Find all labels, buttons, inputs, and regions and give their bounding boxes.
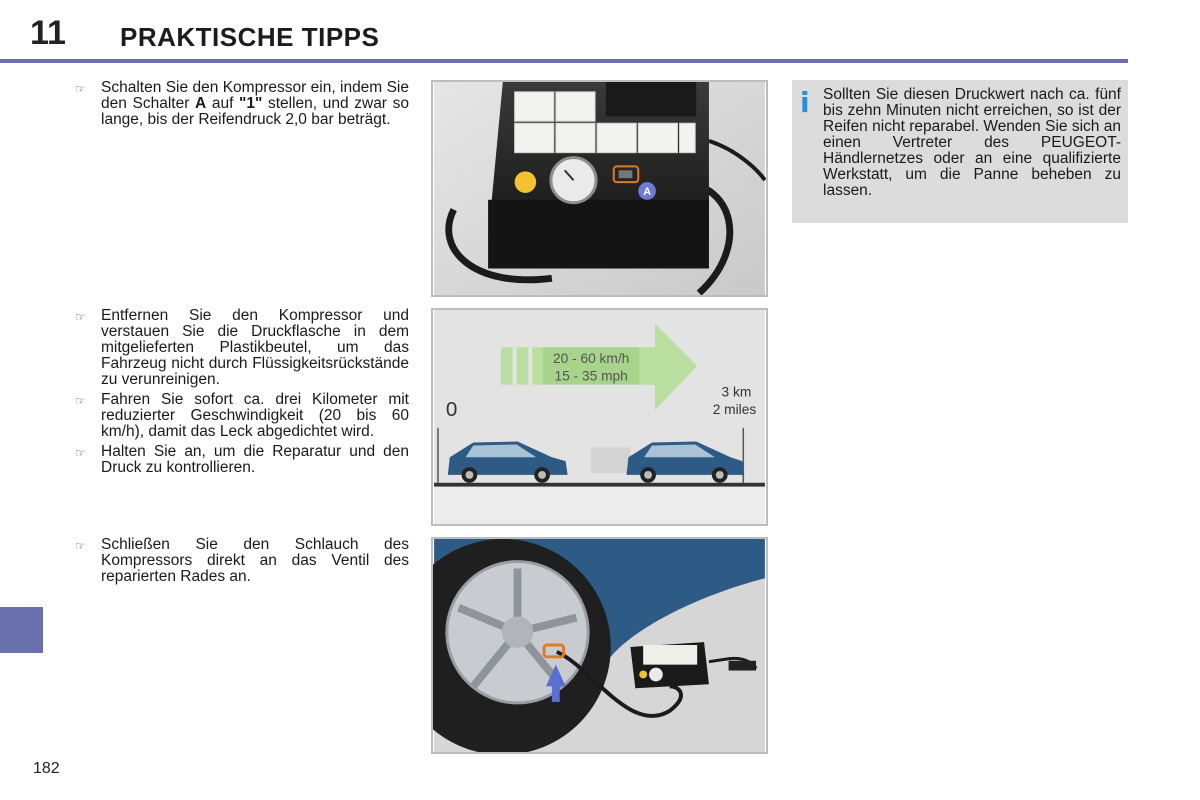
pointing-hand-icon: ☞ xyxy=(75,82,86,96)
hose-connection-illustration xyxy=(433,539,766,752)
header-rule xyxy=(0,59,1128,63)
speed-kmh-label: 20 - 60 km/h xyxy=(552,351,630,367)
driving-illustration xyxy=(433,310,766,524)
chapter-title: PRAKTISCHE TIPPS xyxy=(120,22,380,52)
driving-distance-figure xyxy=(431,308,768,526)
step-text: Entfernen Sie den Kompressor und verstauen Sie die Druckflasche in dem mitgelieferten Plastikbeutel, um das Fahrzeug nicht durch Flüssigkeitsrückstände zu verunreinigen. xyxy=(101,307,409,388)
pointing-hand-icon: ☞ xyxy=(75,310,86,324)
distance-miles-label: 2 miles xyxy=(712,402,757,418)
info-note xyxy=(792,80,1128,223)
distance-km-label: 3 km xyxy=(721,384,752,400)
pointing-hand-icon: ☞ xyxy=(75,446,86,460)
switch-position: "1" xyxy=(239,95,263,112)
bullet-item xyxy=(75,444,409,476)
step-text: Halten Sie an, um die Reparatur und den Druck zu kontrollieren. xyxy=(101,443,409,476)
step-text: Schließen Sie den Schlauch des Kompressors direkt an das Ventil des reparierten Rades an. xyxy=(101,536,409,585)
speed-mph-label: 15 - 35 mph xyxy=(554,368,628,384)
step-text: Schalten Sie den Kompressor ein, indem Sie den Schalter A auf "1" stellen, und zwar so lange, bis der Reifendruck 2,0 bar beträgt. xyxy=(101,79,409,128)
hose-connection-figure xyxy=(431,537,768,754)
chapter-side-tab xyxy=(0,607,43,653)
bullet-item xyxy=(75,537,409,585)
compressor-illustration xyxy=(433,82,766,295)
page-number: 182 xyxy=(33,760,60,777)
chapter-number: 11 xyxy=(30,14,66,52)
info-icon: i xyxy=(800,86,810,119)
switch-label: A xyxy=(643,185,652,198)
pointing-hand-icon: ☞ xyxy=(75,539,86,553)
step-block-compressor-on xyxy=(75,80,409,132)
step-block-after-inflation xyxy=(75,308,409,480)
start-distance-label: 0 xyxy=(445,398,458,422)
bullet-item xyxy=(75,308,409,388)
step-text: Fahren Sie sofort ca. drei Kilometer mit reduzierter Geschwindigkeit (20 bis 60 km/h), damit das Leck abgedichtet wird. xyxy=(101,391,409,440)
switch-letter: A xyxy=(195,95,207,112)
compressor-switch-figure xyxy=(431,80,768,297)
bullet-item xyxy=(75,392,409,440)
pointing-hand-icon: ☞ xyxy=(75,394,86,408)
step-block-connect-hose xyxy=(75,537,409,589)
info-text: Sollten Sie diesen Druckwert nach ca. fünf bis zehn Minuten nicht erreichen, so ist der Reifen nicht reparabel. Wenden Sie sich an einen Vertreter des PEUGEOT-Händlernetzes oder an eine qualifizierte Werkstatt, um die Panne beheben zu lassen. xyxy=(823,86,1121,199)
bullet-item xyxy=(75,80,409,128)
